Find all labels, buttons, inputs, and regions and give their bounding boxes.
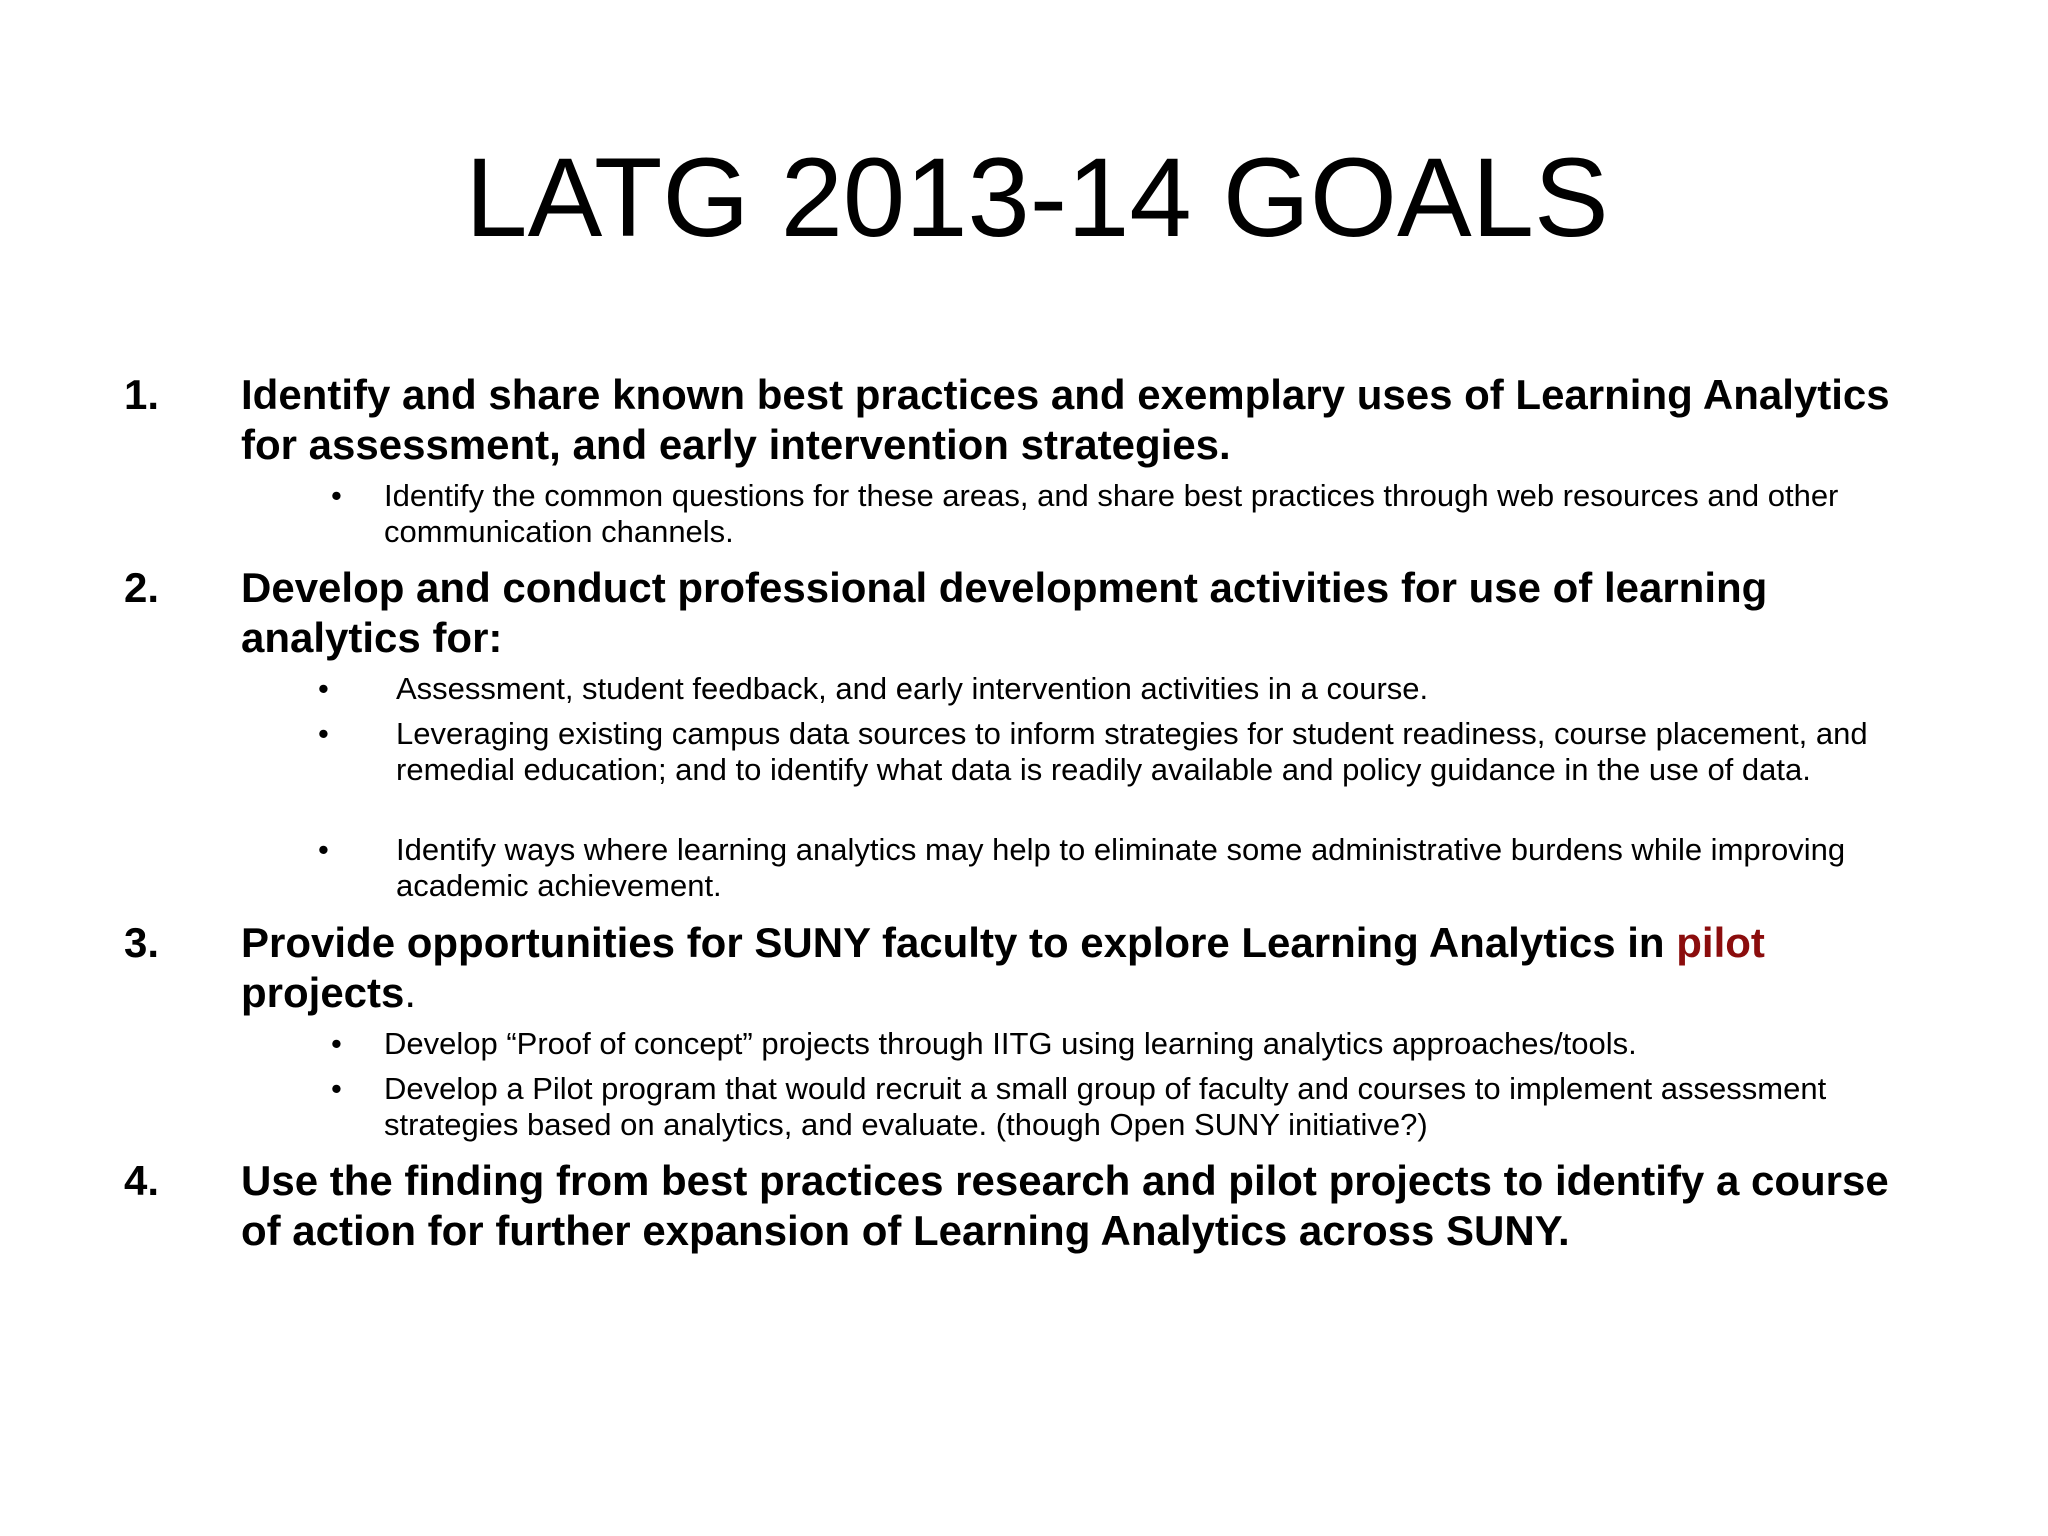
goal-number: 2. bbox=[124, 564, 160, 611]
goal-text-main: Provide opportunities for SUNY faculty to explore Learning Analytics in bbox=[241, 919, 1677, 966]
goal-number: 1. bbox=[124, 371, 160, 418]
goal-text-tail: projects bbox=[241, 969, 405, 1016]
goal-text-period: . bbox=[404, 969, 417, 1016]
goal-text: Identify and share known best practices and exemplary uses of Learning Analytics for assessment, and early intervention strategies. bbox=[241, 371, 1890, 468]
goal-text-highlight: pilot bbox=[1676, 919, 1765, 966]
bullet-icon: • bbox=[331, 1071, 342, 1106]
slide-title: LATG 2013-14 GOALS bbox=[465, 135, 1609, 260]
bullet-icon: • bbox=[318, 671, 329, 706]
goal-text: Use the finding from best practices research and pilot projects to identify a course of action for further expansion of Learning Analytics across SUNY. bbox=[241, 1157, 1889, 1254]
goal-text bbox=[241, 918, 1941, 1018]
goal-text: Develop and conduct professional development activities for use of learning analytics for: bbox=[241, 564, 1768, 661]
subitem-text: Develop a Pilot program that would recruit a small group of faculty and courses to implement assessment strategies based on analytics, and evaluate. (though Open SUNY initiative?) bbox=[384, 1071, 1827, 1142]
subitem-text: Develop “Proof of concept” projects through IITG using learning analytics approaches/tools. bbox=[384, 1026, 1637, 1061]
bullet-icon: • bbox=[331, 1026, 342, 1061]
subitem-text: Identify the common questions for these areas, and share best practices through web resources and other communication channels. bbox=[384, 478, 1839, 549]
goal-number: 4. bbox=[124, 1157, 160, 1204]
bullet-icon: • bbox=[331, 478, 342, 513]
bullet-icon: • bbox=[318, 832, 329, 867]
subitem-text: Assessment, student feedback, and early intervention activities in a course. bbox=[396, 671, 1429, 706]
bullet-icon: • bbox=[318, 716, 329, 751]
subitem-text: Leveraging existing campus data sources to inform strategies for student readiness, course placement, and remedial education; and to identify what data is readily available and policy guidance in the use of data. bbox=[396, 716, 1868, 787]
subitem-text: Identify ways where learning analytics may help to eliminate some administrative burdens while improving academic achievement. bbox=[396, 832, 1846, 903]
goal-number: 3. bbox=[124, 919, 160, 966]
